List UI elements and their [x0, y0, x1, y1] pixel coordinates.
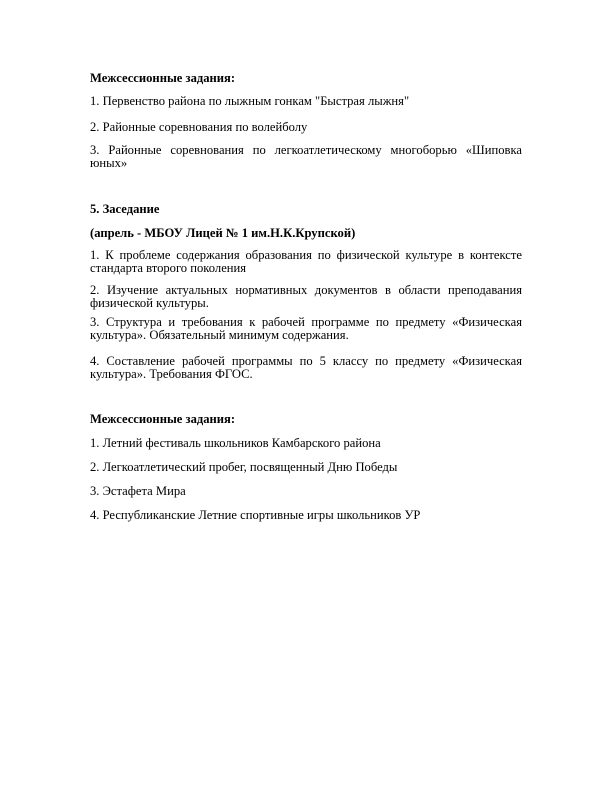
- section-heading-intersession-1: Межсессионные задания:: [90, 71, 236, 85]
- list-item: 1. Летний фестиваль школьников Камбарского района: [90, 436, 381, 450]
- list-item: 2. Легкоатлетический пробег, посвященный Дню Победы: [90, 460, 398, 474]
- section-heading-intersession-2: Межсессионные задания:: [90, 412, 236, 426]
- list-item: 2. Изучение актуальных нормативных документов в области преподавания физической культуры.: [90, 283, 522, 310]
- list-item: 1. К проблеме содержания образования по физической культуре в контексте стандарта второго поколения: [90, 248, 522, 275]
- list-item: 1. Первенство района по лыжным гонкам "Быстрая лыжня": [90, 94, 410, 108]
- list-item: 3. Эстафета Мира: [90, 484, 186, 498]
- list-item: 3. Районные соревнования по легкоатлетическому многоборью «Шиповка юных»: [90, 143, 522, 170]
- meeting-subheading: (апрель - МБОУ Лицей № 1 им.Н.К.Крупской): [90, 226, 356, 240]
- list-item: 3. Структура и требования к рабочей программе по предмету «Физическая культура». Обязательный минимум содержания.: [90, 315, 522, 342]
- list-item: 2. Районные соревнования по волейболу: [90, 120, 308, 134]
- list-item: 4. Республиканские Летние спортивные игры школьников УР: [90, 508, 421, 522]
- section-heading-meeting: 5. Заседание: [90, 202, 160, 216]
- list-item: 4. Составление рабочей программы по 5 классу по предмету «Физическая культура». Требования ФГОС.: [90, 354, 522, 381]
